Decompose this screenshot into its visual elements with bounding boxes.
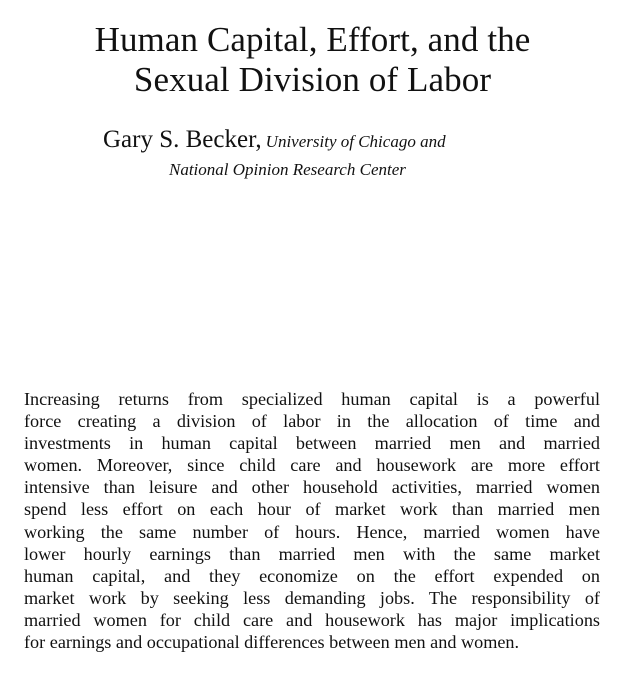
abstract-line: force creating a division of labor in the allocation of time and bbox=[24, 411, 600, 432]
abstract-line: intensive than leisure and other household activities, married women bbox=[24, 477, 600, 498]
abstract-line: lower hourly earnings than married men with the same market bbox=[24, 543, 600, 564]
abstract-line: market work by seeking less demanding jobs. The responsibility of bbox=[24, 587, 600, 608]
abstract-line: Increasing returns from specialized human capital is a powerful bbox=[24, 389, 600, 409]
title-line-1: Human Capital, Effort, and the bbox=[94, 20, 531, 59]
paper-title bbox=[0, 20, 625, 100]
abstract-line: working the same number of hours. Hence, married women have bbox=[24, 521, 600, 542]
author-affiliation-2: National Opinion Research Center bbox=[169, 160, 406, 179]
author-name: Gary S. Becker, bbox=[103, 126, 262, 153]
title-line-2: Sexual Division of Labor bbox=[133, 60, 492, 99]
abstract-line: spend less effort on each hour of market work than married men bbox=[24, 499, 600, 520]
abstract-line: married women for child care and housework has major implications bbox=[24, 609, 600, 630]
abstract-line: women. Moreover, since child care and housework are more effort bbox=[24, 455, 600, 476]
abstract-line: human capital, and they economize on the effort expended on bbox=[24, 565, 600, 586]
author-affiliation-1: University of Chicago and bbox=[265, 132, 446, 151]
abstract bbox=[24, 388, 600, 653]
abstract-line: investments in human capital between married men and married bbox=[24, 433, 600, 454]
byline bbox=[103, 126, 446, 156]
abstract-line: for earnings and occupational differences between men and women. bbox=[24, 632, 520, 653]
